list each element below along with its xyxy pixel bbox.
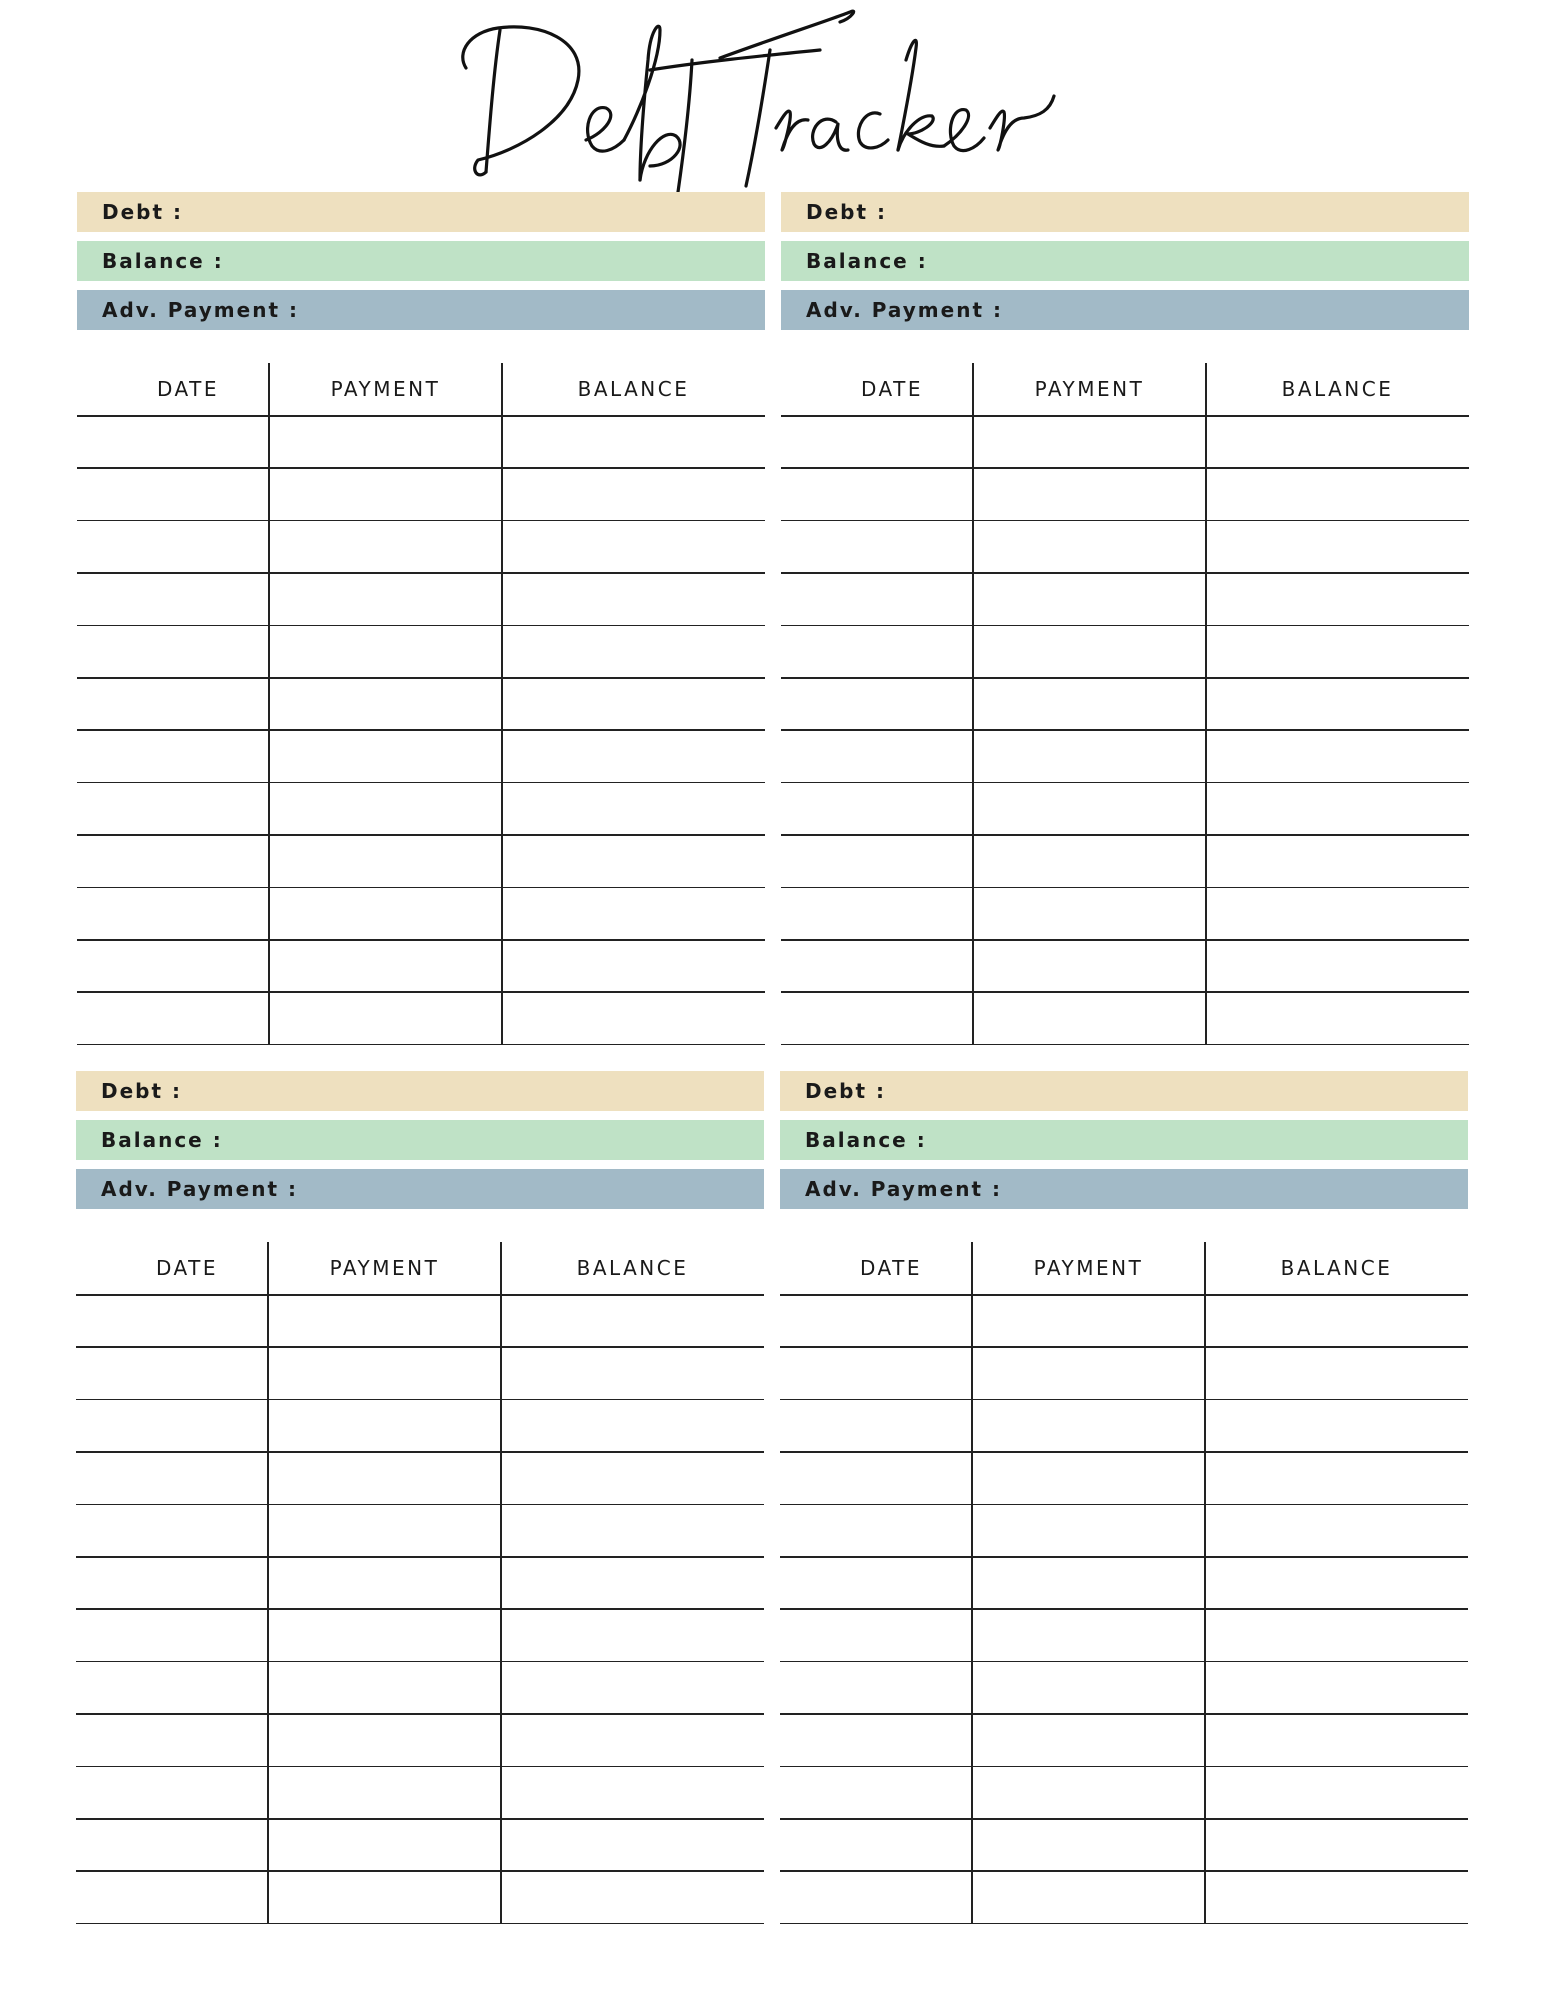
table-row-line: [780, 1294, 1468, 1296]
table-row-line: [77, 467, 765, 469]
table-row-line: [76, 1818, 764, 1820]
table-row-line: [780, 1451, 1468, 1453]
table-row-line: [781, 572, 1469, 574]
table-row-line: [780, 1661, 1468, 1663]
table-row-line: [77, 415, 765, 417]
column-header-balance: BALANCE: [577, 377, 690, 401]
table-row-line: [76, 1870, 764, 1872]
table-row-line: [780, 1870, 1468, 1872]
balance-label: Balance :: [805, 1128, 927, 1152]
column-header-date: DATE: [156, 377, 220, 401]
table-row-line: [780, 1346, 1468, 1348]
table-row-line: [77, 1044, 765, 1046]
debt-field[interactable]: [781, 192, 1469, 232]
table-row-line: [781, 729, 1469, 731]
table-row-line: [77, 729, 765, 731]
table-row-line: [781, 467, 1469, 469]
balance-label: Balance :: [102, 249, 224, 273]
adv-payment-label: Adv. Payment :: [805, 1177, 1002, 1201]
balance-field[interactable]: [781, 241, 1469, 281]
column-header-balance: BALANCE: [1280, 1256, 1393, 1280]
debt-label: Debt :: [101, 1079, 183, 1103]
table-row-line: [76, 1451, 764, 1453]
payment-table: [77, 363, 765, 1044]
column-header-date: DATE: [155, 1256, 219, 1280]
adv-payment-field[interactable]: [780, 1169, 1468, 1209]
column-header-payment: PAYMENT: [1033, 1256, 1144, 1280]
payment-table: [781, 363, 1469, 1044]
column-header-payment: PAYMENT: [330, 377, 441, 401]
debt-field[interactable]: [780, 1071, 1468, 1111]
table-row-line: [76, 1399, 764, 1401]
table-row-line: [77, 677, 765, 679]
column-divider: [1204, 1242, 1206, 1923]
table-row-line: [780, 1556, 1468, 1558]
adv-payment-field[interactable]: [77, 290, 765, 330]
column-header-date: DATE: [860, 377, 924, 401]
table-row-line: [76, 1923, 764, 1925]
table-row-line: [781, 677, 1469, 679]
payment-table: [780, 1242, 1468, 1923]
table-row-line: [780, 1923, 1468, 1925]
table-row-line: [781, 520, 1469, 522]
table-row-line: [77, 991, 765, 993]
balance-label: Balance :: [806, 249, 928, 273]
column-divider: [971, 1242, 973, 1923]
table-row-line: [76, 1713, 764, 1715]
table-row-line: [76, 1294, 764, 1296]
table-row-line: [780, 1608, 1468, 1610]
page-title-lettering: [0, 0, 1545, 195]
column-header-balance: BALANCE: [1281, 377, 1394, 401]
table-row-line: [77, 939, 765, 941]
column-header-payment: PAYMENT: [1034, 377, 1145, 401]
table-row-line: [76, 1608, 764, 1610]
adv-payment-field[interactable]: [76, 1169, 764, 1209]
table-row-line: [781, 1044, 1469, 1046]
adv-payment-label: Adv. Payment :: [102, 298, 299, 322]
table-row-line: [76, 1766, 764, 1768]
adv-payment-label: Adv. Payment :: [806, 298, 1003, 322]
table-row-line: [76, 1504, 764, 1506]
balance-field[interactable]: [780, 1120, 1468, 1160]
payment-table: [76, 1242, 764, 1923]
column-divider: [972, 363, 974, 1044]
page-title: [0, 0, 1545, 195]
debt-field[interactable]: [77, 192, 765, 232]
adv-payment-field[interactable]: [781, 290, 1469, 330]
table-row-line: [781, 834, 1469, 836]
balance-label: Balance :: [101, 1128, 223, 1152]
table-row-line: [780, 1713, 1468, 1715]
column-divider: [500, 1242, 502, 1923]
column-divider: [268, 363, 270, 1044]
column-divider: [267, 1242, 269, 1923]
table-row-line: [77, 572, 765, 574]
table-row-line: [780, 1818, 1468, 1820]
table-row-line: [781, 782, 1469, 784]
adv-payment-label: Adv. Payment :: [101, 1177, 298, 1201]
table-row-line: [77, 625, 765, 627]
column-header-balance: BALANCE: [576, 1256, 689, 1280]
table-row-line: [77, 520, 765, 522]
debt-field[interactable]: [76, 1071, 764, 1111]
table-row-line: [76, 1661, 764, 1663]
column-divider: [1205, 363, 1207, 1044]
column-divider: [501, 363, 503, 1044]
table-row-line: [781, 887, 1469, 889]
balance-field[interactable]: [76, 1120, 764, 1160]
balance-field[interactable]: [77, 241, 765, 281]
table-row-line: [780, 1766, 1468, 1768]
debt-label: Debt :: [102, 200, 184, 224]
table-row-line: [77, 834, 765, 836]
column-header-payment: PAYMENT: [329, 1256, 440, 1280]
table-row-line: [77, 782, 765, 784]
debt-label: Debt :: [805, 1079, 887, 1103]
table-row-line: [76, 1556, 764, 1558]
table-row-line: [77, 887, 765, 889]
table-row-line: [780, 1399, 1468, 1401]
table-row-line: [76, 1346, 764, 1348]
debt-label: Debt :: [806, 200, 888, 224]
table-row-line: [781, 415, 1469, 417]
table-row-line: [781, 991, 1469, 993]
table-row-line: [781, 939, 1469, 941]
table-row-line: [780, 1504, 1468, 1506]
column-header-date: DATE: [859, 1256, 923, 1280]
table-row-line: [781, 625, 1469, 627]
